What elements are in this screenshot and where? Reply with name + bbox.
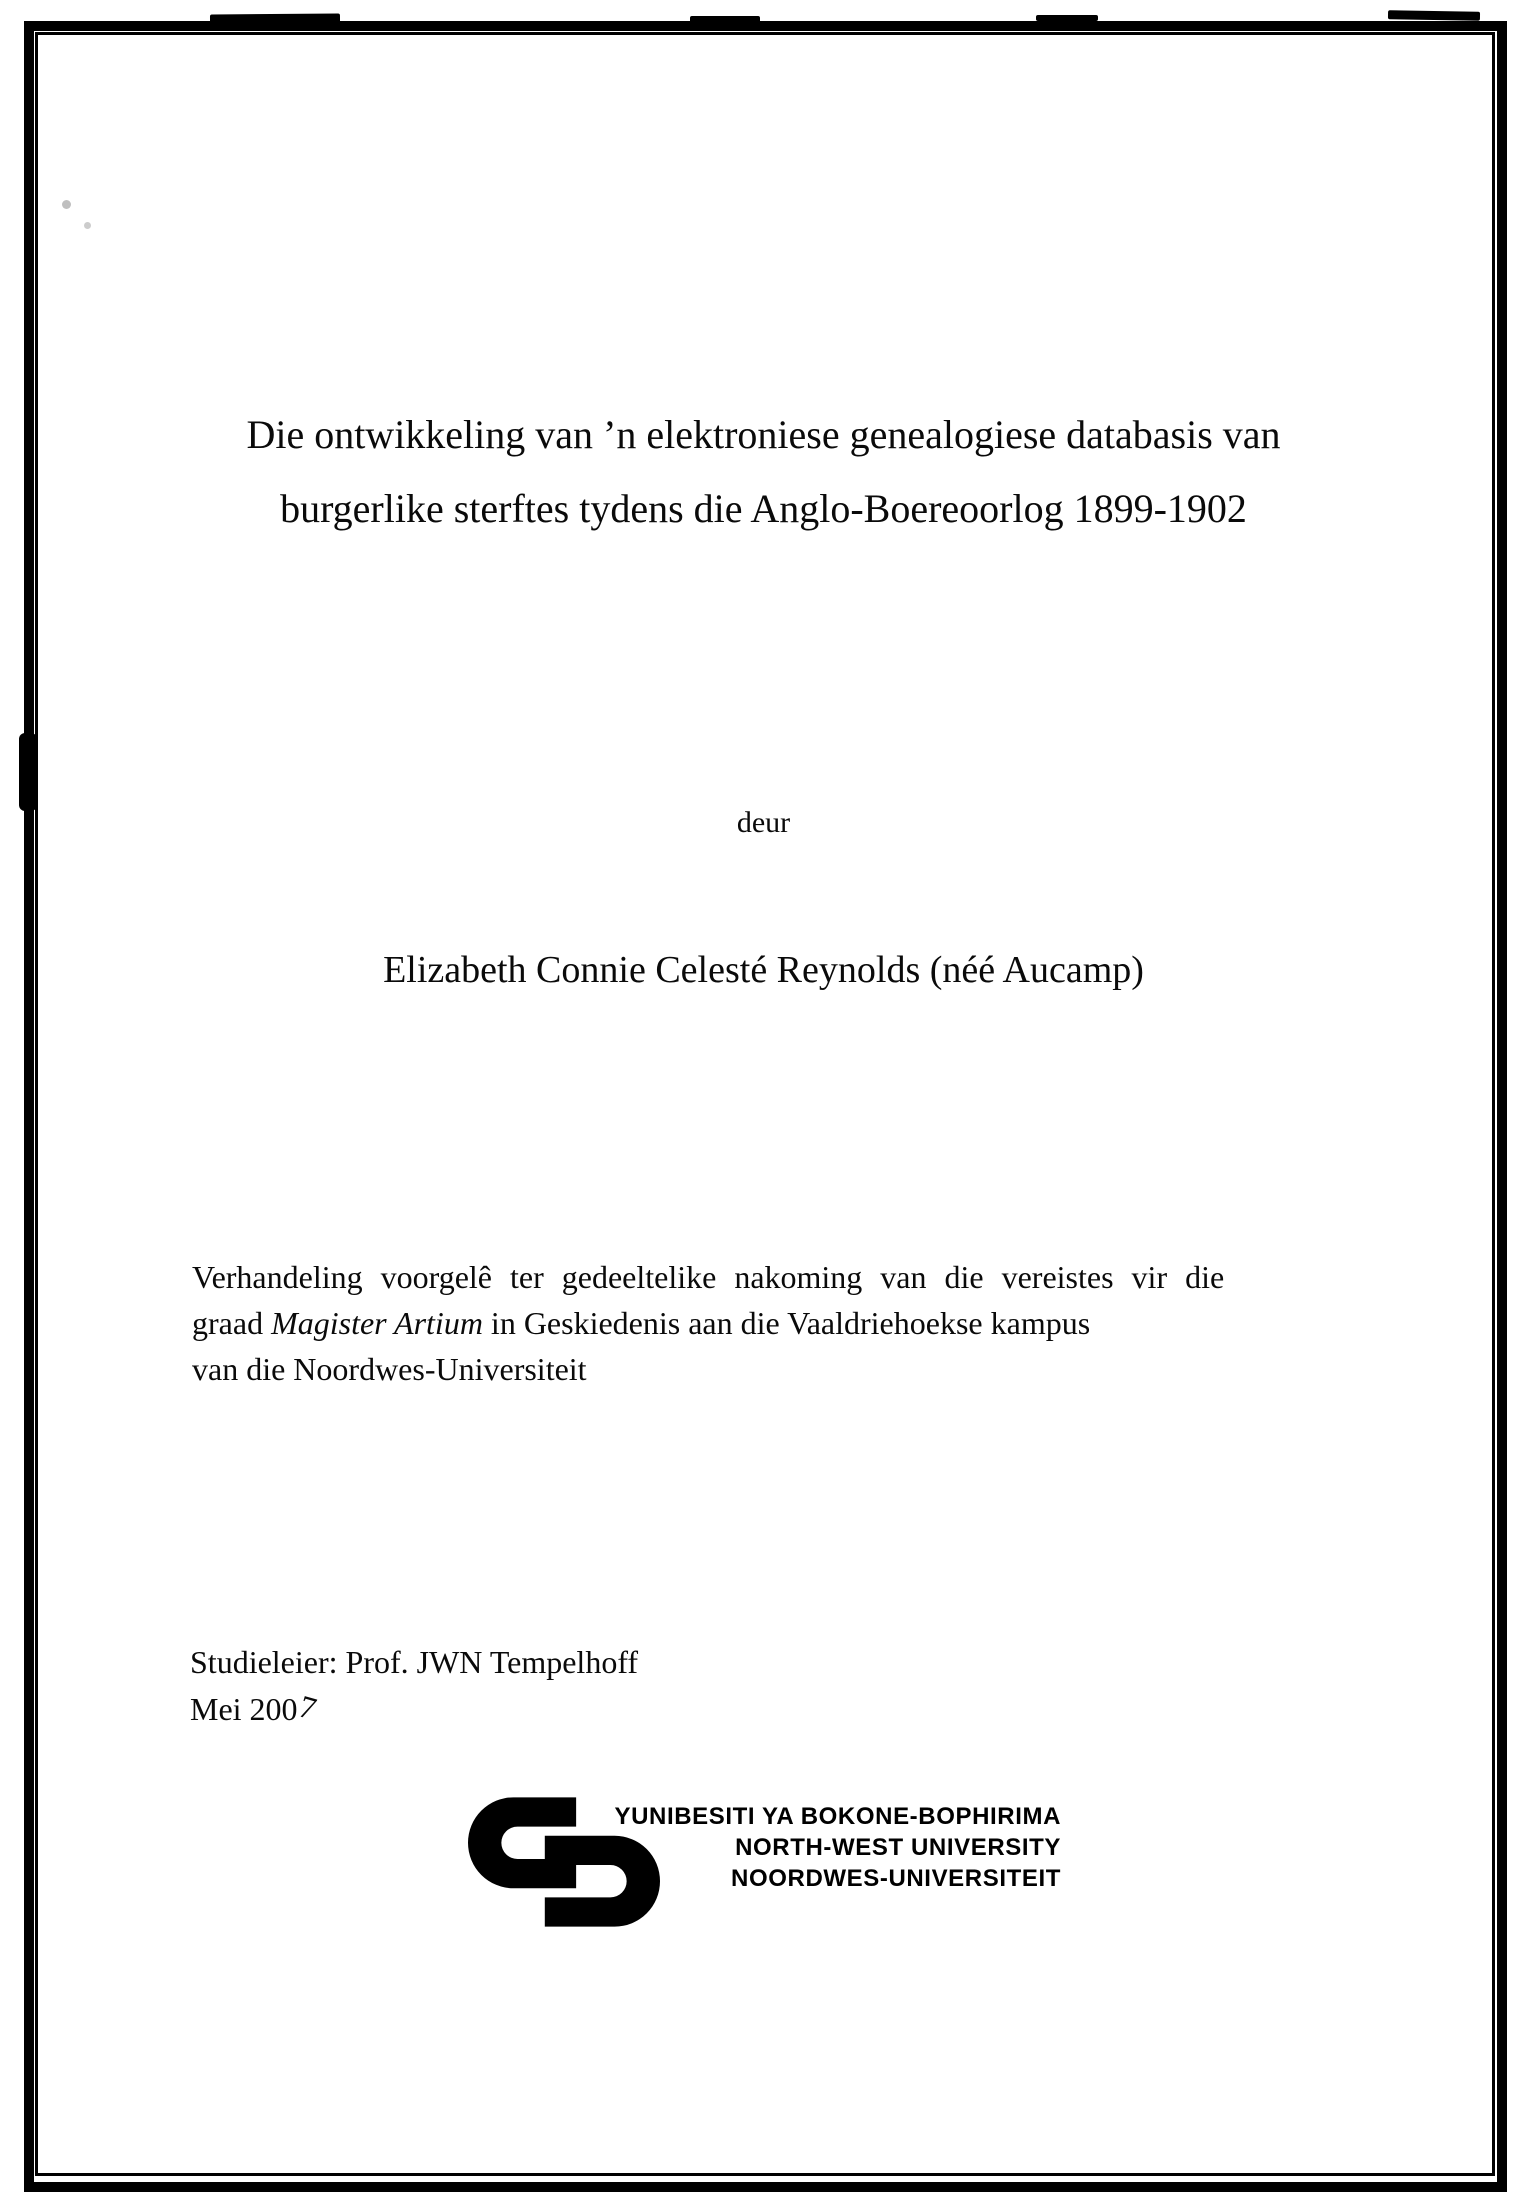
- statement-line2-post: in Geskiedenis aan die Vaaldriehoekse kampus: [482, 1305, 1091, 1341]
- date-prefix: Mei 200: [190, 1691, 298, 1727]
- statement-line3: van die Noordwes-Universiteit: [192, 1351, 587, 1387]
- statement-degree-italic: Magister Artium: [271, 1305, 483, 1341]
- logo-text-setswana: YUNIBESITI YA BOKONE-BOPHIRIMA: [614, 1803, 1061, 1830]
- thesis-title: [100, 398, 1427, 546]
- scan-artifact: [1388, 10, 1480, 21]
- author-name: Elizabeth Connie Celesté Reynolds (néé Aucamp): [383, 949, 1144, 991]
- logo-text-english: NORTH-WEST UNIVERSITY: [735, 1834, 1061, 1861]
- date-glitched-digit: 7: [294, 1687, 320, 1727]
- supervisor-line: Studieleier: Prof. JWN Tempelhoff: [190, 1644, 639, 1680]
- statement-line1: Verhandeling voorgelê ter gedeeltelike nakoming van die vereistes vir die: [192, 1259, 1225, 1295]
- statement-line2: [192, 1300, 1340, 1346]
- university-logo: [468, 1797, 1068, 1937]
- statement-line2-pre: graad: [192, 1305, 272, 1341]
- logo-text-afrikaans: NOORDWES-UNIVERSITEIT: [731, 1865, 1061, 1892]
- byline-deur: deur: [736, 806, 791, 839]
- submission-statement: [192, 1254, 1340, 1392]
- thesis-title-line2: burgerlike sterftes tydens die Anglo-Boereoorlog 1899-1902: [280, 486, 1247, 531]
- date-line: [190, 1687, 320, 1728]
- thesis-title-line1: Die ontwikkeling van ’n elektroniese genealogiese databasis van: [246, 412, 1281, 457]
- university-logo-text: [583, 1801, 1061, 1894]
